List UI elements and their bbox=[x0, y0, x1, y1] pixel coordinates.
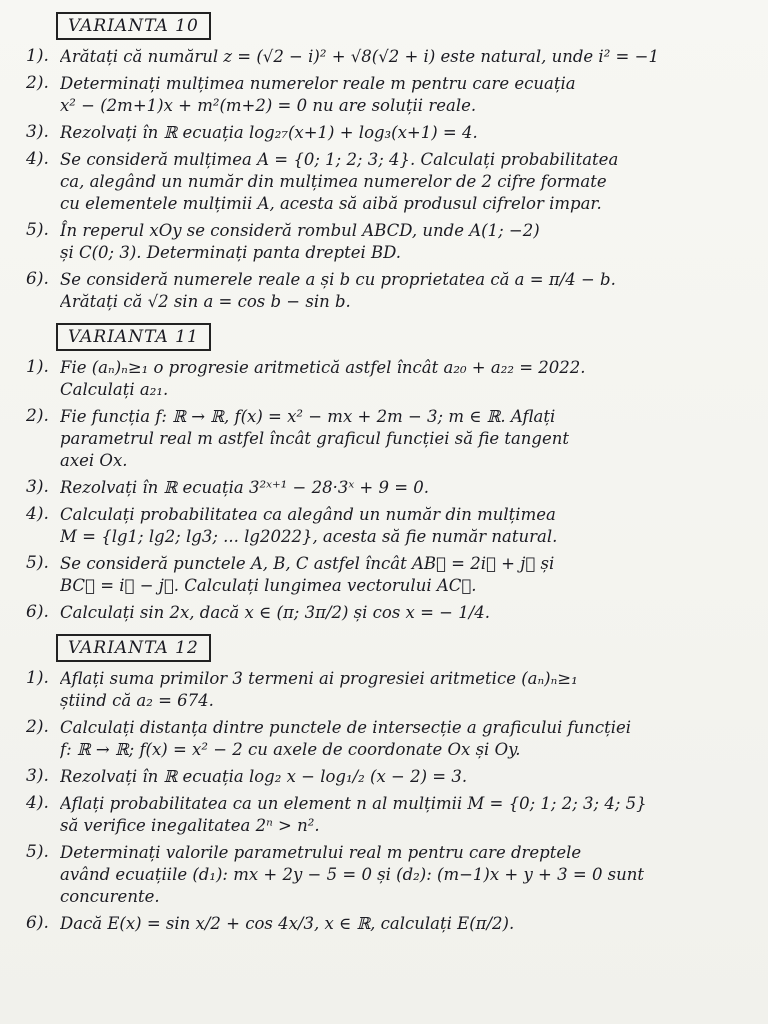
problem-text: ca, alegând un număr din mulțimea numerelor de 2 cifre formate bbox=[60, 172, 607, 191]
problem-number: 5). bbox=[26, 220, 49, 240]
problem-number: 2). bbox=[26, 73, 49, 93]
problem-text: În reperul xOy se consideră rombul ABCD, unde A(1; −2) bbox=[60, 221, 540, 240]
problem-text: Aflați probabilitatea ca un element n al mulțimii M = {0; 1; 2; 3; 4; 5} bbox=[60, 794, 647, 813]
problem-number: 6). bbox=[26, 269, 49, 289]
problem-number: 2). bbox=[26, 717, 49, 737]
problem-item bbox=[26, 149, 752, 215]
problem-number: 4). bbox=[26, 793, 49, 813]
problem-item bbox=[26, 766, 752, 788]
problem-text: Calculați distanța dintre punctele de intersecție a graficului funcției bbox=[60, 718, 632, 737]
problem-item bbox=[26, 220, 752, 264]
problem-item bbox=[26, 602, 752, 624]
section-varianta-10 bbox=[26, 10, 752, 313]
problem-number: 3). bbox=[26, 122, 49, 142]
section-title: VARIANTA 10 bbox=[56, 12, 211, 40]
problem-text: Se consideră punctele A, B, C astfel încât AB⃗ = 2i⃗ + j⃗ și bbox=[60, 554, 555, 573]
problem-text: Calculați sin 2x, dacă x ∈ (π; 3π/2) și cos x = − 1/4. bbox=[60, 603, 491, 622]
problem-text: f: ℝ → ℝ; f(x) = x² − 2 cu axele de coordonate Ox și Oy. bbox=[60, 740, 521, 759]
problem-number: 3). bbox=[26, 477, 49, 497]
problem-item bbox=[26, 504, 752, 548]
section-varianta-11 bbox=[26, 321, 752, 624]
problem-item bbox=[26, 357, 752, 401]
problem-number: 3). bbox=[26, 766, 49, 786]
problem-number: 6). bbox=[26, 602, 49, 622]
problem-item bbox=[26, 269, 752, 313]
problem-number: 5). bbox=[26, 842, 49, 862]
problem-text: Arătați că √2 sin a = cos b − sin b. bbox=[60, 292, 351, 311]
problem-number: 4). bbox=[26, 149, 49, 169]
problem-text: M = {lg1; lg2; lg3; ... lg2022}, acesta să fie număr natural. bbox=[60, 527, 558, 546]
problem-text: x² − (2m+1)x + m²(m+2) = 0 nu are soluții reale. bbox=[60, 96, 477, 115]
problem-text: Fie (aₙ)ₙ≥₁ o progresie aritmetică astfel încât a₂₀ + a₂₂ = 2022. bbox=[60, 358, 586, 377]
problem-text: Dacă E(x) = sin x/2 + cos 4x/3, x ∈ ℝ, calculați E(π/2). bbox=[60, 914, 515, 933]
section-title: VARIANTA 11 bbox=[56, 323, 211, 351]
problem-number: 1). bbox=[26, 357, 49, 377]
problem-item bbox=[26, 406, 752, 472]
problem-text: Determinați valorile parametrului real m pentru care dreptele bbox=[60, 843, 582, 862]
problem-text: Aflați suma primilor 3 termeni ai progresiei aritmetice (aₙ)ₙ≥₁ bbox=[60, 669, 578, 688]
section-varianta-12 bbox=[26, 632, 752, 935]
problem-text: concurente. bbox=[60, 887, 160, 906]
problem-item bbox=[26, 717, 752, 761]
problem-text: BC⃗ = i⃗ − j⃗. Calculați lungimea vectorului AC⃗. bbox=[60, 576, 477, 595]
problem-text: Rezolvați în ℝ ecuația log₂₇(x+1) + log₃(x+1) = 4. bbox=[60, 123, 478, 142]
problem-text: să verifice inegalitatea 2ⁿ > n². bbox=[60, 816, 320, 835]
problem-item bbox=[26, 842, 752, 908]
problem-item bbox=[26, 668, 752, 712]
problem-text: axei Ox. bbox=[60, 451, 128, 470]
problem-number: 2). bbox=[26, 406, 49, 426]
problem-text: Calculați probabilitatea ca alegând un număr din mulțimea bbox=[60, 505, 556, 524]
problem-item bbox=[26, 793, 752, 837]
problem-item bbox=[26, 73, 752, 117]
problem-text: Se consideră mulțimea A = {0; 1; 2; 3; 4}. Calculați probabilitatea bbox=[60, 150, 619, 169]
problem-number: 5). bbox=[26, 553, 49, 573]
problem-text: Calculați a₂₁. bbox=[60, 380, 169, 399]
section-title: VARIANTA 12 bbox=[56, 634, 211, 662]
problem-text: Rezolvați în ℝ ecuația log₂ x − log₁/₂ (x − 2) = 3. bbox=[60, 767, 468, 786]
problem-number: 1). bbox=[26, 668, 49, 688]
problem-text: Determinați mulțimea numerelor reale m pentru care ecuația bbox=[60, 74, 576, 93]
problem-text: având ecuațiile (d₁): mx + 2y − 5 = 0 și (d₂): (m−1)x + y + 3 = 0 sunt bbox=[60, 865, 645, 884]
problem-text: știind că a₂ = 674. bbox=[60, 691, 214, 710]
problem-number: 4). bbox=[26, 504, 49, 524]
problem-text: parametrul real m astfel încât graficul funcției să fie tangent bbox=[60, 429, 570, 448]
problem-item bbox=[26, 122, 752, 144]
problem-item bbox=[26, 477, 752, 499]
problem-text: Rezolvați în ℝ ecuația 3²ˣ⁺¹ − 28·3ˣ + 9 = 0. bbox=[60, 478, 430, 497]
problem-text: Fie funcția f: ℝ → ℝ, f(x) = x² − mx + 2m − 3; m ∈ ℝ. Aflați bbox=[60, 407, 556, 426]
problem-item bbox=[26, 553, 752, 597]
problem-text: cu elementele mulțimii A, acesta să aibă produsul cifrelor impar. bbox=[60, 194, 602, 213]
problem-number: 1). bbox=[26, 46, 49, 66]
problem-text: Arătați că numărul z = (√2 − i)² + √8(√2 + i) este natural, unde i² = −1 bbox=[60, 47, 659, 66]
problem-item bbox=[26, 46, 752, 68]
problem-text: Se consideră numerele reale a și b cu proprietatea că a = π/4 − b. bbox=[60, 270, 616, 289]
problem-number: 6). bbox=[26, 913, 49, 933]
problem-item bbox=[26, 913, 752, 935]
problem-text: și C(0; 3). Determinați panta dreptei BD. bbox=[60, 243, 402, 262]
